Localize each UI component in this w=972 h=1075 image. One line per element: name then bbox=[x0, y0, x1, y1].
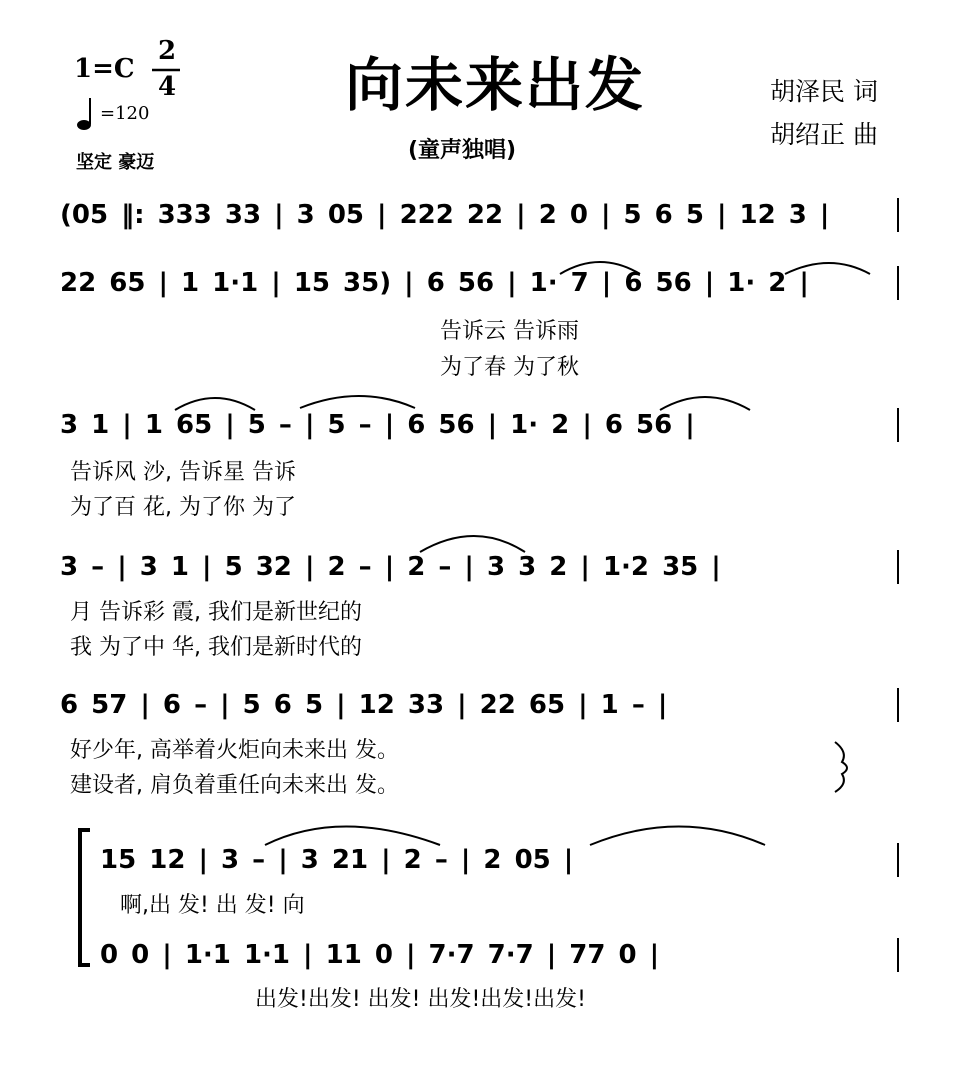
quarter-note-icon bbox=[77, 120, 91, 130]
slur-line-3a bbox=[175, 398, 255, 410]
lyrics-line-6: 啊,出 发! 出 发! 向 bbox=[120, 893, 305, 918]
slur-line-2a bbox=[560, 262, 640, 274]
composer-credit: 胡绍正 曲 bbox=[770, 120, 878, 149]
slur-line-6b bbox=[590, 827, 765, 846]
lyrics-line-4-verse-2: 我 为了中 华, 我们是新时代的 bbox=[70, 635, 362, 660]
key-signature: 1=C bbox=[74, 54, 135, 84]
song-subtitle: (童声独唱) bbox=[408, 138, 517, 163]
time-signature-numerator: 2 bbox=[158, 36, 177, 66]
score-line-1: (05 ‖: 333 33 | 3 05 | 222 22 | 2 0 | 5 6 5 | 12 3 | bbox=[60, 200, 830, 230]
score-line-3: 3 1 | 1 65 | 5 – | 5 – | 6 56 | 1· 2 | 6 56 | bbox=[60, 410, 695, 440]
score-line-2: 22 65 | 1 1·1 | 15 35) | 6 56 | 1· 7 | 6 56 | 1· 2 | bbox=[60, 268, 809, 298]
verse-brace bbox=[835, 742, 847, 792]
slur-line-3b bbox=[300, 396, 415, 408]
system-bracket bbox=[80, 830, 90, 965]
lyrics-line-3-verse-2: 为了百 花, 为了你 为了 bbox=[70, 495, 296, 520]
lyrics-line-5-verse-2: 建设者, 肩负着重任向未来出 发。 bbox=[70, 773, 399, 798]
song-title: 向未来出发 bbox=[345, 51, 646, 119]
slur-line-4a bbox=[420, 536, 525, 552]
score-line-5: 6 57 | 6 – | 5 6 5 | 12 33 | 22 65 | 1 – | bbox=[60, 690, 668, 720]
lyrics-line-4-verse-1: 月 告诉彩 霞, 我们是新世纪的 bbox=[70, 600, 362, 625]
lyrics-line-2-verse-1: 告诉云 告诉雨 bbox=[440, 319, 579, 344]
expression-marking: 坚定 豪迈 bbox=[76, 152, 155, 173]
slur-line-2b bbox=[785, 263, 870, 274]
lyrics-line-5-verse-1: 好少年, 高举着火炬向未来出 发。 bbox=[70, 738, 399, 763]
tempo-marking: =120 bbox=[100, 103, 150, 124]
slur-line-3c bbox=[660, 397, 750, 410]
lyricist-credit: 胡泽民 词 bbox=[770, 77, 878, 106]
score-line-7: 0 0 | 1·1 1·1 | 11 0 | 7·7 7·7 | 77 0 | bbox=[100, 940, 660, 970]
score-line-6: 15 12 | 3 – | 3 21 | 2 – | 2 05 | bbox=[100, 845, 574, 875]
slur-line-6a bbox=[265, 827, 440, 846]
score-line-4: 3 – | 3 1 | 5 32 | 2 – | 2 – | 3 3 2 | 1·2 35 | bbox=[60, 552, 721, 582]
time-signature-denominator: 4 bbox=[158, 72, 177, 102]
lyrics-line-7: 出发!出发! 出发! 出发!出发!出发! bbox=[255, 987, 586, 1012]
lyrics-line-2-verse-2: 为了春 为了秋 bbox=[440, 355, 579, 380]
lyrics-line-3-verse-1: 告诉风 沙, 告诉星 告诉 bbox=[70, 460, 296, 485]
